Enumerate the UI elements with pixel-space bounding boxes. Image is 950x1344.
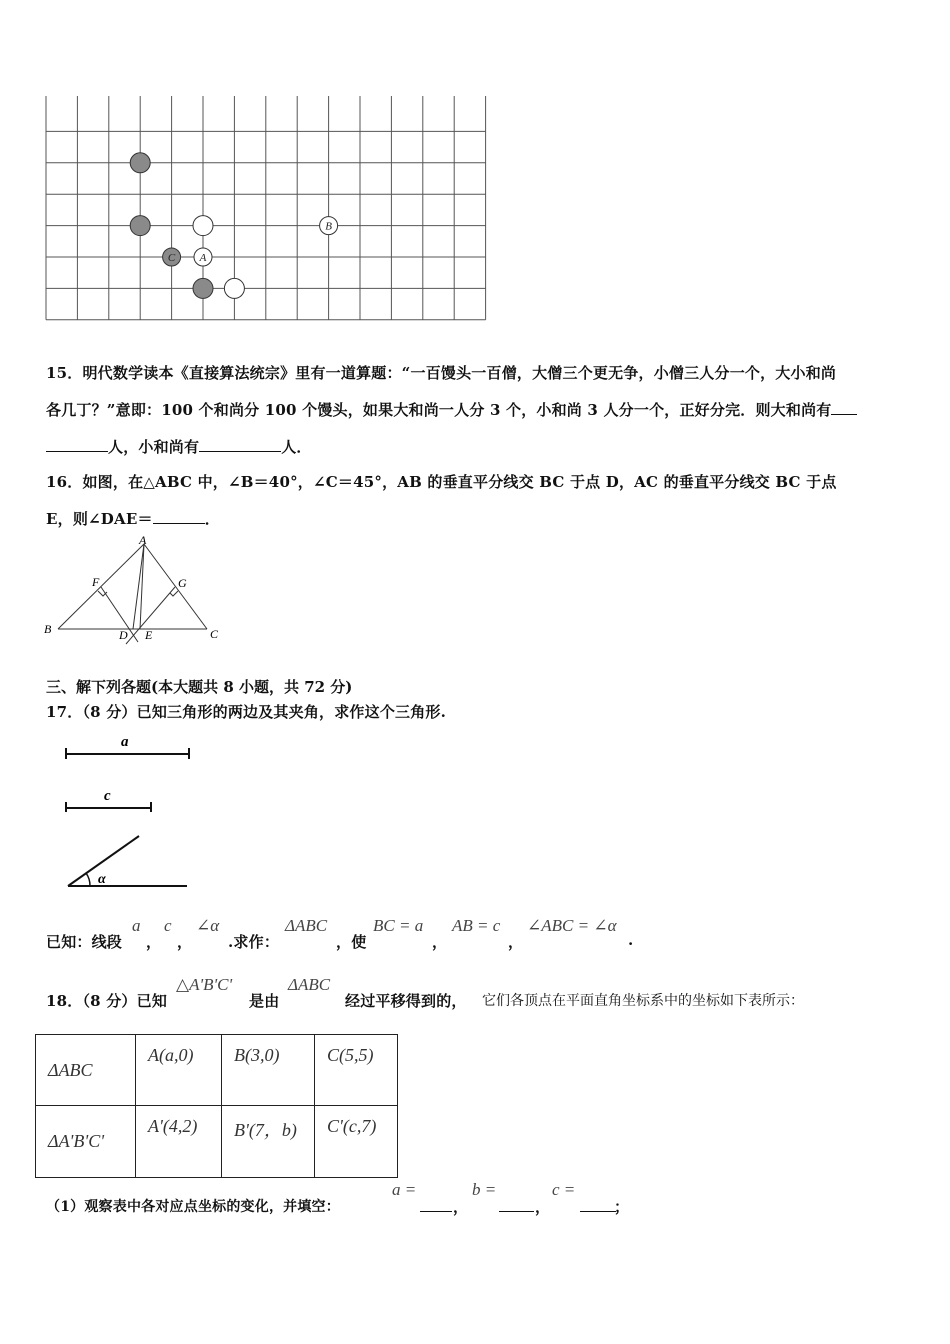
q16-label-d: D xyxy=(119,628,128,642)
q16-label-b: B xyxy=(44,622,52,636)
table-cell-c: C(5,5) xyxy=(315,1035,398,1106)
table-row xyxy=(36,1035,398,1106)
q18-prefix: 18．（8 分）已知 xyxy=(46,992,168,1010)
q18-part1: （1）观察表中各对应点坐标的变化，并填空： xyxy=(46,1199,340,1215)
q17-end: . xyxy=(628,931,634,949)
table-cell-b-prime: B'(7，b) xyxy=(222,1106,315,1178)
table-cell-a-prime: A'(4,2) xyxy=(136,1106,222,1178)
q17-comma-1: ， xyxy=(146,933,162,951)
q18-blank-c xyxy=(580,1196,616,1212)
q18-fill-a: a = xyxy=(392,1180,417,1199)
q15-line3-a: 人，小和尚有 xyxy=(108,438,200,456)
q16-line1: 16．如图，在△ABC 中，∠B＝40°，∠C＝45°，AB 的垂直平分线交 BC 于点 D，AC 的垂直平分线交 BC 于点 xyxy=(46,473,837,491)
q15-line3-b: 人． xyxy=(281,438,312,456)
q16-blank xyxy=(153,523,205,524)
section3-title: 三、解下列各题(本大题共 8 小题，共 72 分) xyxy=(46,678,353,696)
table-cell-c-prime: C'(c,7) xyxy=(315,1106,398,1178)
go-board-figure xyxy=(40,96,490,326)
q18-end: ； xyxy=(614,1198,630,1216)
q18-blank-b xyxy=(499,1196,534,1212)
q18-suffix-bold: 经过平移得到的， xyxy=(345,992,467,1010)
q17-comma-3: ， xyxy=(432,933,448,951)
q18-fill-c: c = xyxy=(552,1180,576,1199)
q18-sep-1: ， xyxy=(453,1198,469,1216)
stone-label: C xyxy=(167,252,176,264)
q18-tri: ΔABC xyxy=(288,975,331,994)
black-stone xyxy=(130,153,150,173)
q17-given-a: a xyxy=(132,916,141,935)
stone-label: B xyxy=(325,220,332,233)
q17-seg-a-label: a xyxy=(121,734,129,750)
q15-line2-text: 各几丁？”意即：100 个和尚分 100 个馒头，如果大和尚一人分 3 个，小和尚 3 人分一个，正好分完．则大和尚有 xyxy=(46,401,832,419)
q18-tri-prime: △A'B'C' xyxy=(176,975,233,994)
q16-label-e: E xyxy=(145,628,153,642)
q16-label-f: F xyxy=(92,575,100,589)
table-cell-b: B(3,0) xyxy=(222,1035,315,1106)
q17-cond1: BC = a xyxy=(373,916,424,935)
q17-cond3: ∠ABC = ∠α xyxy=(527,916,617,935)
q18-blank-a xyxy=(420,1196,452,1212)
q15-line1: 15．明代数学读本《直接算法统宗》里有一道算题：“一百馒头一百僧，大僧三个更无争，小僧三人分一个，大小和尚 xyxy=(46,364,837,382)
q18-sep-2: ， xyxy=(535,1198,551,1216)
q15-blank-big-monk-start xyxy=(831,414,857,415)
q18-mid: 是由 xyxy=(249,992,280,1010)
q16-line2-a: E，则∠DAE＝ xyxy=(46,510,153,528)
q17-such-that: ，使 xyxy=(336,933,367,951)
q15-line2 xyxy=(46,399,857,420)
q16-label-c: C xyxy=(210,627,219,641)
q18-coordinate-table xyxy=(35,1034,398,1178)
q17-tri: ΔABC xyxy=(285,916,328,935)
q17-cond2: AB = c xyxy=(452,916,501,935)
q15-blank-small-monk xyxy=(199,451,281,452)
q15-line3 xyxy=(46,436,312,457)
q17-given-prefix: 已知：线段 xyxy=(46,933,123,951)
q18-suffix: 它们各顶点在平面直角坐标系中的坐标如下表所示： xyxy=(482,993,804,1009)
q17-title: 17．（8 分）已知三角形的两边及其夹角，求作这个三角形. xyxy=(46,703,447,721)
q16-line2 xyxy=(46,508,220,529)
q15-blank-big-monk xyxy=(46,451,108,452)
q17-seg-c-label: c xyxy=(104,788,111,804)
q17-given-figures xyxy=(60,730,200,895)
black-stone xyxy=(193,278,213,298)
q18-fill-b: b = xyxy=(472,1180,497,1199)
table-cell-tri-prime: ΔA'B'C' xyxy=(36,1106,136,1178)
stone-label: A xyxy=(199,252,207,264)
q17-comma-2: ， xyxy=(177,933,193,951)
q17-given-angle: ∠α xyxy=(196,916,220,935)
table-cell-a: A(a,0) xyxy=(136,1035,222,1106)
q16-label-g: G xyxy=(178,576,187,590)
white-stone xyxy=(193,216,213,236)
q16-line2-b: ． xyxy=(204,510,220,528)
q17-given-c: c xyxy=(164,916,172,935)
black-stone xyxy=(130,216,150,236)
table-cell-tri: ΔABC xyxy=(36,1035,136,1106)
q16-label-a: A xyxy=(139,533,147,547)
q16-triangle-figure xyxy=(40,532,230,650)
white-stone xyxy=(224,278,244,298)
q17-construct: .求作： xyxy=(228,933,280,951)
q17-comma-4: ， xyxy=(508,933,524,951)
q17-angle-label: α xyxy=(98,872,106,887)
table-row xyxy=(36,1106,398,1178)
